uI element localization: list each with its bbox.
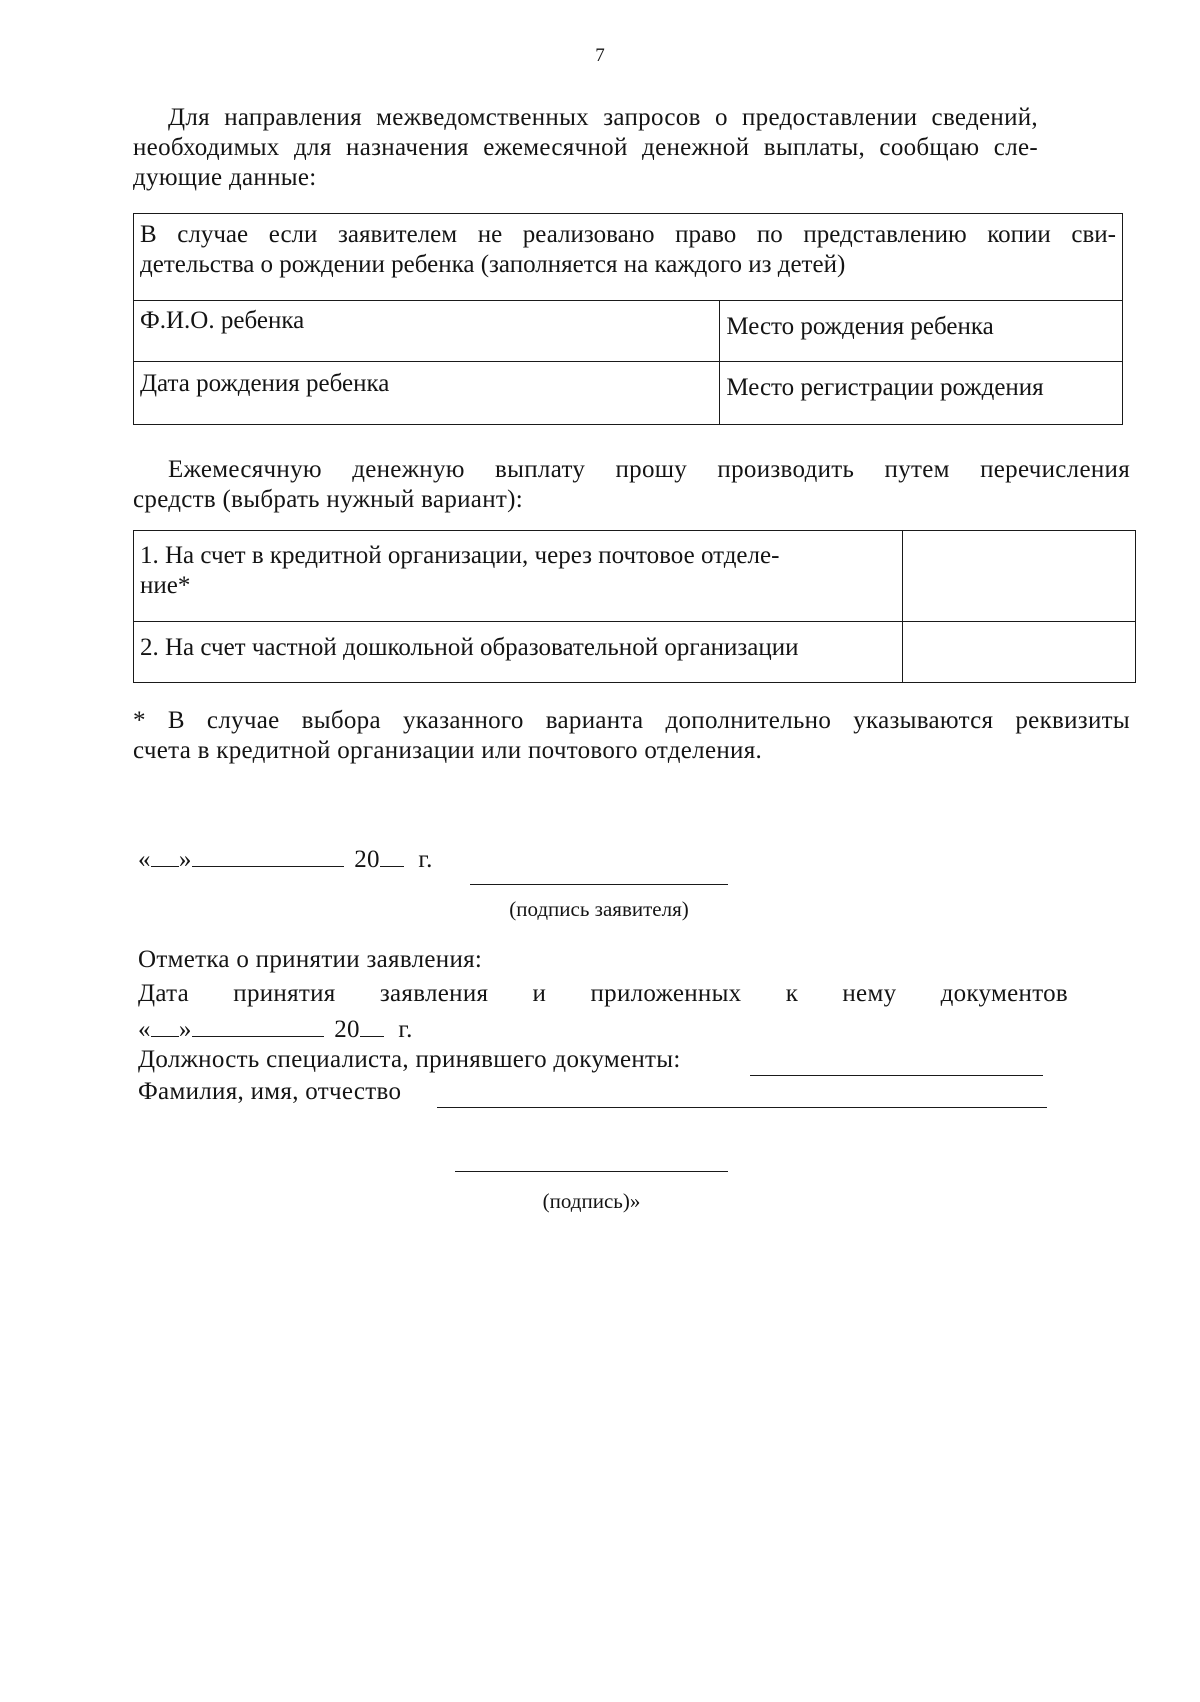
birth-registration-place-cell[interactable]: Место регистрации рождения <box>720 362 1123 425</box>
acceptance-date-field[interactable] <box>138 1012 413 1045</box>
intro-line-1: Для направления межведомственных запросов о предоставлении сведений, <box>168 104 1038 131</box>
payment-options-table <box>133 530 1136 683</box>
option-1-line-2: ние* <box>140 572 191 599</box>
year-prefix: 20 <box>354 846 380 873</box>
specialist-position-line[interactable] <box>750 1075 1043 1076</box>
page-number: 7 <box>595 45 605 66</box>
applicant-signature-caption: (подпись заявителя) <box>509 897 689 921</box>
option-1-line-1: 1. На счет в кредитной организации, через почтовое отделе- <box>140 542 780 569</box>
footnote <box>133 706 1130 766</box>
day-blank[interactable] <box>151 1012 179 1037</box>
acceptance-date-line: Дата принятия заявления и приложенных к нему документов <box>138 980 1068 1007</box>
option-1-checkbox-cell[interactable] <box>903 531 1136 622</box>
year-suffix: г. <box>418 846 433 873</box>
child-info-table <box>133 213 1123 425</box>
table-row <box>134 301 1123 362</box>
year-blank[interactable] <box>380 842 404 867</box>
date-close-quote: » <box>178 1016 192 1043</box>
table-header-cell <box>134 214 1123 301</box>
specialist-name-line[interactable] <box>437 1107 1047 1108</box>
table-row <box>134 622 1136 683</box>
option-2-label: 2. На счет частной дошкольной образовательной организации <box>134 622 903 683</box>
applicant-date-field[interactable] <box>138 842 433 875</box>
intro-line-3: дующие данные: <box>133 164 317 191</box>
specialist-position-label: Должность специалиста, принявшего документы: <box>138 1046 681 1073</box>
child-birthplace-cell[interactable]: Место рождения ребенка <box>720 301 1123 362</box>
specialist-signature-line[interactable] <box>455 1171 728 1172</box>
applicant-signature-line[interactable] <box>470 884 728 885</box>
table-header-line-2: детельства о рождении ребенка (заполняется на каждого из детей) <box>140 251 846 278</box>
acceptance-title: Отметка о принятии заявления: <box>138 946 483 973</box>
child-birthdate-cell[interactable]: Дата рождения ребенка <box>134 362 720 425</box>
intro-paragraph <box>133 103 1038 193</box>
date-open-quote: « <box>138 846 151 873</box>
specialist-name-label: Фамилия, имя, отчество <box>138 1078 402 1105</box>
year-prefix: 20 <box>334 1016 360 1043</box>
date-close-quote: » <box>178 846 192 873</box>
option-2-checkbox-cell[interactable] <box>903 622 1136 683</box>
option-1-label <box>134 531 903 622</box>
child-name-cell[interactable]: Ф.И.О. ребенка <box>134 301 720 362</box>
table-header-line-1: В случае если заявителем не реализовано право по представлению копии сви- <box>140 221 1116 248</box>
intro-line-2: необходимых для назначения ежемесячной денежной выплаты, сообщаю сле- <box>133 134 1038 161</box>
day-blank[interactable] <box>151 842 179 867</box>
month-blank[interactable] <box>192 1012 324 1037</box>
payment-line-1: Ежемесячную денежную выплату прошу производить путем перечисления <box>168 456 1130 483</box>
footnote-line-2: счета в кредитной организации или почтового отделения. <box>133 737 763 764</box>
date-open-quote: « <box>138 1016 151 1043</box>
payment-paragraph <box>133 455 1130 515</box>
footnote-line-1: * В случае выбора указанного варианта дополнительно указываются реквизиты <box>133 707 1130 734</box>
table-row <box>134 531 1136 622</box>
month-blank[interactable] <box>192 842 344 867</box>
year-suffix: г. <box>398 1016 413 1043</box>
table-header-row <box>134 214 1123 301</box>
year-blank[interactable] <box>360 1012 384 1037</box>
table-row <box>134 362 1123 425</box>
payment-line-2: средств (выбрать нужный вариант): <box>133 486 523 513</box>
specialist-signature-caption: (подпись)» <box>542 1189 641 1213</box>
